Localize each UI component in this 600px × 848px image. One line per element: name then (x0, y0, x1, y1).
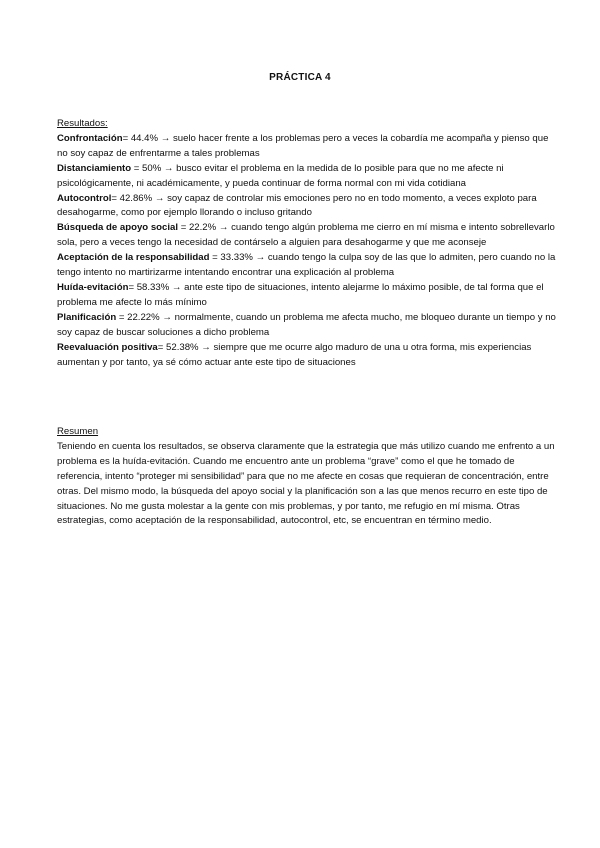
result-text: = 42.86% → soy capaz de controlar mis emociones pero no en todo momento, a veces exploto para desahogarme, como por ejemplo llorando o incluso gritando (57, 192, 537, 219)
summary-section (57, 425, 557, 529)
result-text: = 22.2% → cuando tengo algún problema me cierro en mí misma e intento sobrellevarlo sola, pero a veces tengo la necesidad de contárselo a alguien para desahogarme y que me aconseje (57, 222, 555, 249)
result-entry-reevaluacion-positiva (57, 341, 557, 371)
result-text: = 50% → busco evitar el problema en la medida de lo posible para que no me afecte ni psicológicamente, ni académicamente, y pueda continuar de forma normal con mi vida cotidiana (57, 162, 504, 189)
result-label: Reevaluación positiva (57, 341, 158, 353)
summary-heading: Resumen (57, 426, 99, 437)
result-entry-planificacion (57, 311, 557, 341)
result-text: = 44.4% → suelo hacer frente a los problemas pero a veces la cobardía me acompaña y pienso que no soy capaz de enfrentarme a tales problemas (57, 132, 549, 159)
result-entry-huida-evitacion (57, 281, 557, 311)
result-label: Búsqueda de apoyo social (57, 222, 179, 234)
page-title: PRÁCTICA 4 (269, 72, 331, 83)
result-entry-busqueda-apoyo-social (57, 221, 557, 251)
result-label: Aceptación de la responsabilidad (57, 252, 210, 264)
results-heading: Resultados: (57, 118, 108, 129)
result-entry-distanciamiento (57, 162, 557, 192)
result-text: = 33.33% → cuando tengo la culpa soy de las que lo admiten, pero cuando no la tengo intento no martirizarme intentando encontrar una explicación al problema (57, 252, 556, 279)
result-label: Confrontación (57, 132, 123, 144)
result-label: Huída-evitación (57, 281, 129, 293)
result-label: Autocontrol (57, 192, 112, 204)
result-entry-confrontacion (57, 132, 557, 162)
result-text: = 52.38% → siempre que me ocurre algo maduro de una u otra forma, mis experiencias aumentan y por tanto, ya sé cómo actuar ante este tipo de situaciones (57, 341, 532, 368)
result-text: = 58.33% → ante este tipo de situaciones, intento alejarme lo máximo posible, de tal forma que el problema me afecte lo más mínimo (57, 281, 544, 308)
summary-paragraph: Teniendo en cuenta los resultados, se observa claramente que la estrategia que más utilizo cuando me enfrento a un problema es la huída-evitación. Cuando me encuentro ante un problema “grave” como el que he tomado de referencia, intento “proteger mi sensibilidad” para que no me afecte en cosas que requieran de concentración, entre otras. Del mismo modo, la búsqueda del apoyo social y la planificación son a las que menos recurro en este tipo de situaciones. No me gusta molestar a la gente con mis problemas, y por tanto, me refugio en mí misma. Otras estrategias, como aceptación de la responsabilidad, autocontrol, etc, se encuentran en término medio. (57, 440, 555, 527)
result-label: Planificación (57, 311, 117, 323)
result-entry-autocontrol (57, 192, 557, 222)
results-section (57, 117, 557, 370)
result-text: = 22.22% → normalmente, cuando un problema me afecta mucho, me bloqueo durante un tiempo y no soy capaz de buscar soluciones a dicho problema (57, 311, 556, 338)
result-label: Distanciamiento (57, 162, 132, 174)
result-entry-aceptacion-responsabilidad (57, 251, 557, 281)
